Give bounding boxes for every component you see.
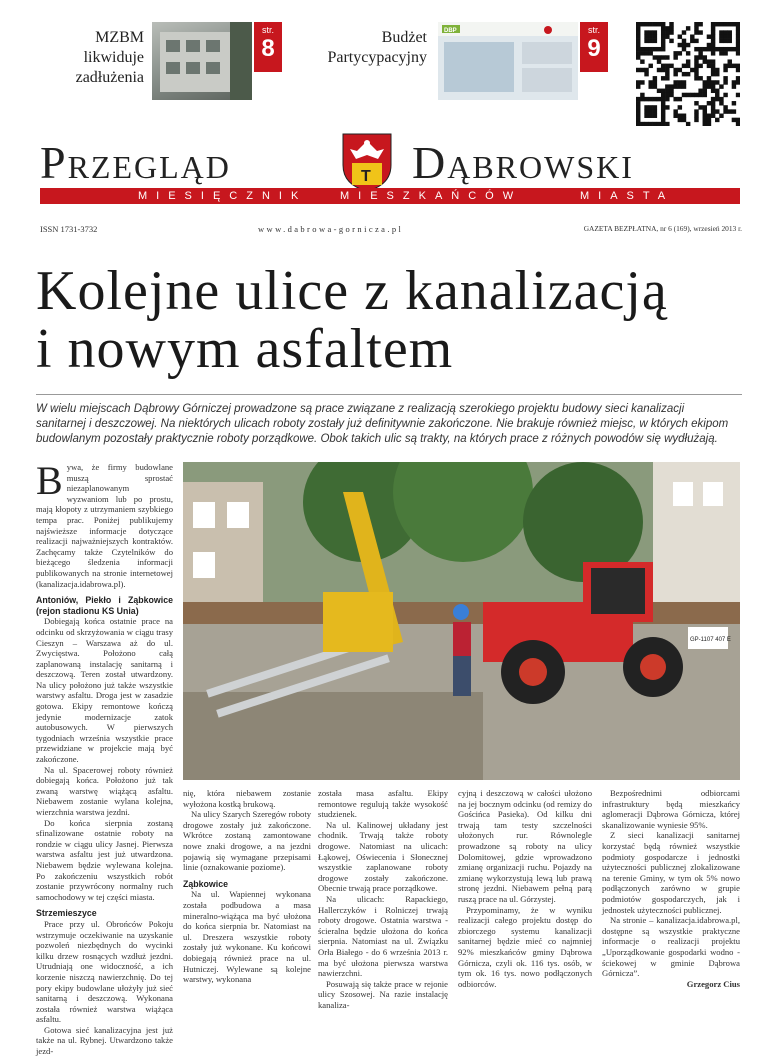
teaser-1-line2: likwiduje — [83, 49, 144, 66]
bar-left: MIESIĘCZNIK — [138, 190, 308, 202]
paragraph: Na ul. Kalinowej układany jest chodnik. Trwają także roboty drogowe. Natomiast na ulicach: Łąkowej, Oświecenia i Słonecznej wszystkie zaplanowane roboty drogowe zostały zakończone. Obecnie trwają prace porządkowe. — [318, 819, 448, 894]
issn: ISSN 1731-3732 — [40, 224, 98, 234]
headline-rule — [36, 394, 742, 395]
paragraph: Posuwają się także prace w rejonie ulicy Szosowej. Na razie instalację kanaliza- — [318, 978, 448, 1010]
teaser-1-line3: zadłużenia — [75, 69, 144, 86]
paragraph: Do końca sierpnia zostaną sfinalizowane ostatnie roboty na rondzie w ciągu ulicy Jasnej. Pierwsza warstwa asfaltu jest już utwardzona. Niebawem będzie wylewana kolejna. Po zakończeniu wszystkich robót zostanie przywrócony normalny ruch samochodowy w tej części miasta. — [36, 817, 173, 902]
paragraph: Przypominamy, że w wyniku realizacji całego projektu dostęp do zbiorczego systemu kanalizacji sanitarnej będzie mieć co najmniej 92% mieszkańców gminy Dąbrowa Górnicza, czyli ok. 116 tys. osób, w tym ok. 16 tys. nowo podłączonych odbiorców. — [458, 904, 592, 989]
edition-info: GAZETA BEZPŁATNA, nr 6 (169), wrzesień 2013 r. — [583, 224, 742, 233]
page-number: 8 — [261, 35, 275, 62]
author: Grzegorz Cius — [686, 978, 740, 989]
teaser-1-photo[interactable] — [152, 22, 252, 100]
paragraph: Z sieci kanalizacji sanitarnej korzystać będą również wszystkie podmioty gospodarcze i jednostki użyteczności publicznej zlokalizowane na terenie Gminy, w tym ok 5% nowo podłączonych zarówno w grupie podmiotów gospodarczych, jak i jednostek użyteczności publicznej. — [602, 830, 740, 915]
lead-paragraph: W wielu miejscach Dąbrowy Górniczej prowadzone są prace związane z realizacją szerokiego projektu budowy sieci kanalizacji sanitarnej i deszczowej. Na niektórych ulicach roboty zostały już definitywnie zakończone. Nie brakuje również miejsc, w których ekipom budowlanym pozostały praktycznie roboty porządkowe. Obok takich ulic są trakty, na których prace z różnych powodów się wydłużają. — [36, 403, 729, 445]
subheading-zabkowice: Ząbkowice — [183, 878, 228, 889]
page-number: 9 — [587, 35, 601, 62]
qr-code[interactable] — [636, 22, 740, 126]
construction-photo — [183, 462, 740, 780]
headline — [36, 262, 736, 378]
headline-line1: Kolejne ulice z kanalizacją — [36, 260, 668, 322]
headline-line2: i nowym asfaltem — [36, 318, 454, 380]
paragraph: cyjną i deszczową w całości ułożono na jej bocznym odcinku (od remizy do Gościńca Pasieka). Od kilku dni trwają tam testy szczelności ułożonych rur. Równolegle prowadzone są roboty na ulicy Dolomitowej, gdzie wprowadzono zmianę organizacji ruchu. Pojazdy na zmianę wykorzystują lewą lub prawą stronę jezdni. Niebawem pełną parą ruszą prace na ul. Górzystej. — [458, 788, 592, 904]
column-2 — [183, 788, 311, 985]
main-photo[interactable] — [183, 462, 740, 780]
intro-text: ywa, że firmy budowlane muszą sprostać niezaplanowanym wyzwaniom lub po prostu, mają kłopoty z utrzymaniem szybkiego tempa prac. Poniżej publikujemy najświeższe informacje dotyczące realizacji najważniejszych kontraktów. Zachęcamy także Czytelników do bieżącego śledzenia informacji publikowanych na stronie internetowej (kanalizacja.idabrowa.pl). — [36, 462, 173, 589]
svg-text:T: T — [361, 168, 371, 185]
paragraph: Na ulicach: Rapackiego, Hallerczyków i Rolniczej trwają roboty drogowe. Ostatnia warstwa - ścieralna będzie ułożona do końca sierpnia. Natomiast na ul. Związku Orła Białego - do 6 września 2013 r. ma być ułożona pierwsza warstwa nawierzchni. — [318, 893, 448, 979]
budget-screenshot — [438, 22, 578, 100]
column-3 — [318, 788, 448, 1010]
paragraph: została masa asfaltu. Ekipy remontowe regulują także wysokość studzienek. — [318, 788, 448, 820]
vehicle-plate: GP-1107 407 E — [690, 637, 731, 643]
teaser-1-line1: MZBM — [95, 29, 144, 46]
subheading-strzemieszyce: Strzemieszyce — [36, 908, 97, 919]
page-label: str. — [261, 25, 274, 35]
masthead-title-left: Przegląd — [40, 137, 231, 188]
paragraph: Gotowa sieć kanalizacyjna jest już także na ul. Rybnej. Utwardzono także jezd- — [36, 1024, 173, 1057]
paragraph: Prace przy ul. Obrońców Pokoju wstrzymuje oczekiwanie na uzyskanie pozwoleń niezbędnych do wycinki kilku drzew rosnących wzdłuż jezdni. Utrudniają one widoczność, a ich korzenie niszczą nawierzchnię. Do tej pory ekipy budowlane ułożyły już sieć sanitarną i deszczową. Wykonana została również warstwa wiążąca asfaltu. — [36, 918, 173, 1025]
teaser-2-line1: Budżet — [381, 29, 427, 46]
bar-right: MIASTA — [580, 190, 675, 202]
teaser-2-photo[interactable] — [438, 22, 578, 100]
teaser-1-page-tab[interactable] — [254, 22, 282, 72]
column-1 — [36, 458, 173, 1057]
teaser-2-title[interactable] — [292, 28, 427, 68]
bar-mid: MIESZKAŃCÓW — [340, 190, 523, 202]
paragraph: Dobiegają końca ostatnie prace na odcinku od skrzyżowania w ciągu trasy Cieszyn – Warszawa aż do ul. Zwycięstwa. Położono całą zaplanowaną instalację sanitarną i deszczową. Teren został utwardzony. Na ulicy położono już także wszystkie warstwy asfaltu. Droga jest w zasadzie gotowa. Ekipy remontowe kończą jedynie modernizacje zatok autobusowych. W pierwszych tygodniach września wszystkie prace przewidziane w projekcie mają być zakończone. — [36, 616, 173, 765]
city-crest-icon — [340, 131, 394, 193]
website-link[interactable]: www.dabrowa-gornicza.pl — [258, 224, 404, 234]
teaser-1-title[interactable] — [60, 28, 144, 88]
paragraph: Na ul. Wapiennej wykonana została podbudowa a masa mineralno-wiążąca ma być ułożona do końca sierpnia br. Natomiast na ul. Dreszera wszystkie roboty zostały już wykonane. Ku końcowi dobiegają również prace na ul. Hutniczej. Wylewane są kolejne warstwy, wykonana — [183, 889, 311, 985]
paragraph: Bezpośrednimi odbiorcami infrastruktury będą mieszkańcy aglomeracji Dąbrowa Górnicza, której skanalizowanie wyniesie 95%. — [602, 788, 740, 830]
column-4 — [458, 788, 592, 989]
building-photo — [152, 22, 252, 100]
qr-code-icon — [636, 22, 740, 126]
masthead-bar — [40, 188, 740, 204]
teaser-2-page-tab[interactable] — [580, 22, 608, 72]
paragraph: Na ulicy Szarych Szeregów roboty drogowe zostały już zakończone. Wkrótce zostaną zamontowane nowe znaki drogowe, a na jezdni pojawią się wymagane przepisami linie (oznakowanie poziome). — [183, 809, 311, 873]
teaser-2-line2: Partycypacyjny — [327, 49, 427, 66]
paragraph: Na ul. Spacerowej roboty również dobiegają końca. Położono już tak zwaną warstwę wiążącą asfaltu. Niebawem zostanie wylana kolejna, wierzchnia warstwa jezdni. — [36, 764, 173, 817]
paragraph: nię, która niebawem zostanie wyłożona kostką brukową. — [183, 788, 311, 809]
paragraph: Na stronie – kanalizacja.idabrowa.pl, dostępne są wszystkie praktyczne informacje o realizacji projektu „Uporządkowanie gospodarki wodno - ściekowej w gminie Dąbrowa Górnicza”. — [602, 915, 740, 979]
masthead-title-right: Dąbrowski — [412, 137, 634, 188]
column-5 — [602, 788, 740, 989]
subheading-antoniow: Antoniów, Piekło i Ząbkowice (rejon stadionu KS Unia) — [36, 595, 173, 616]
page-label: str. — [587, 25, 600, 35]
dbp-badge: DBP — [444, 28, 457, 34]
dropcap: B — [36, 458, 63, 503]
